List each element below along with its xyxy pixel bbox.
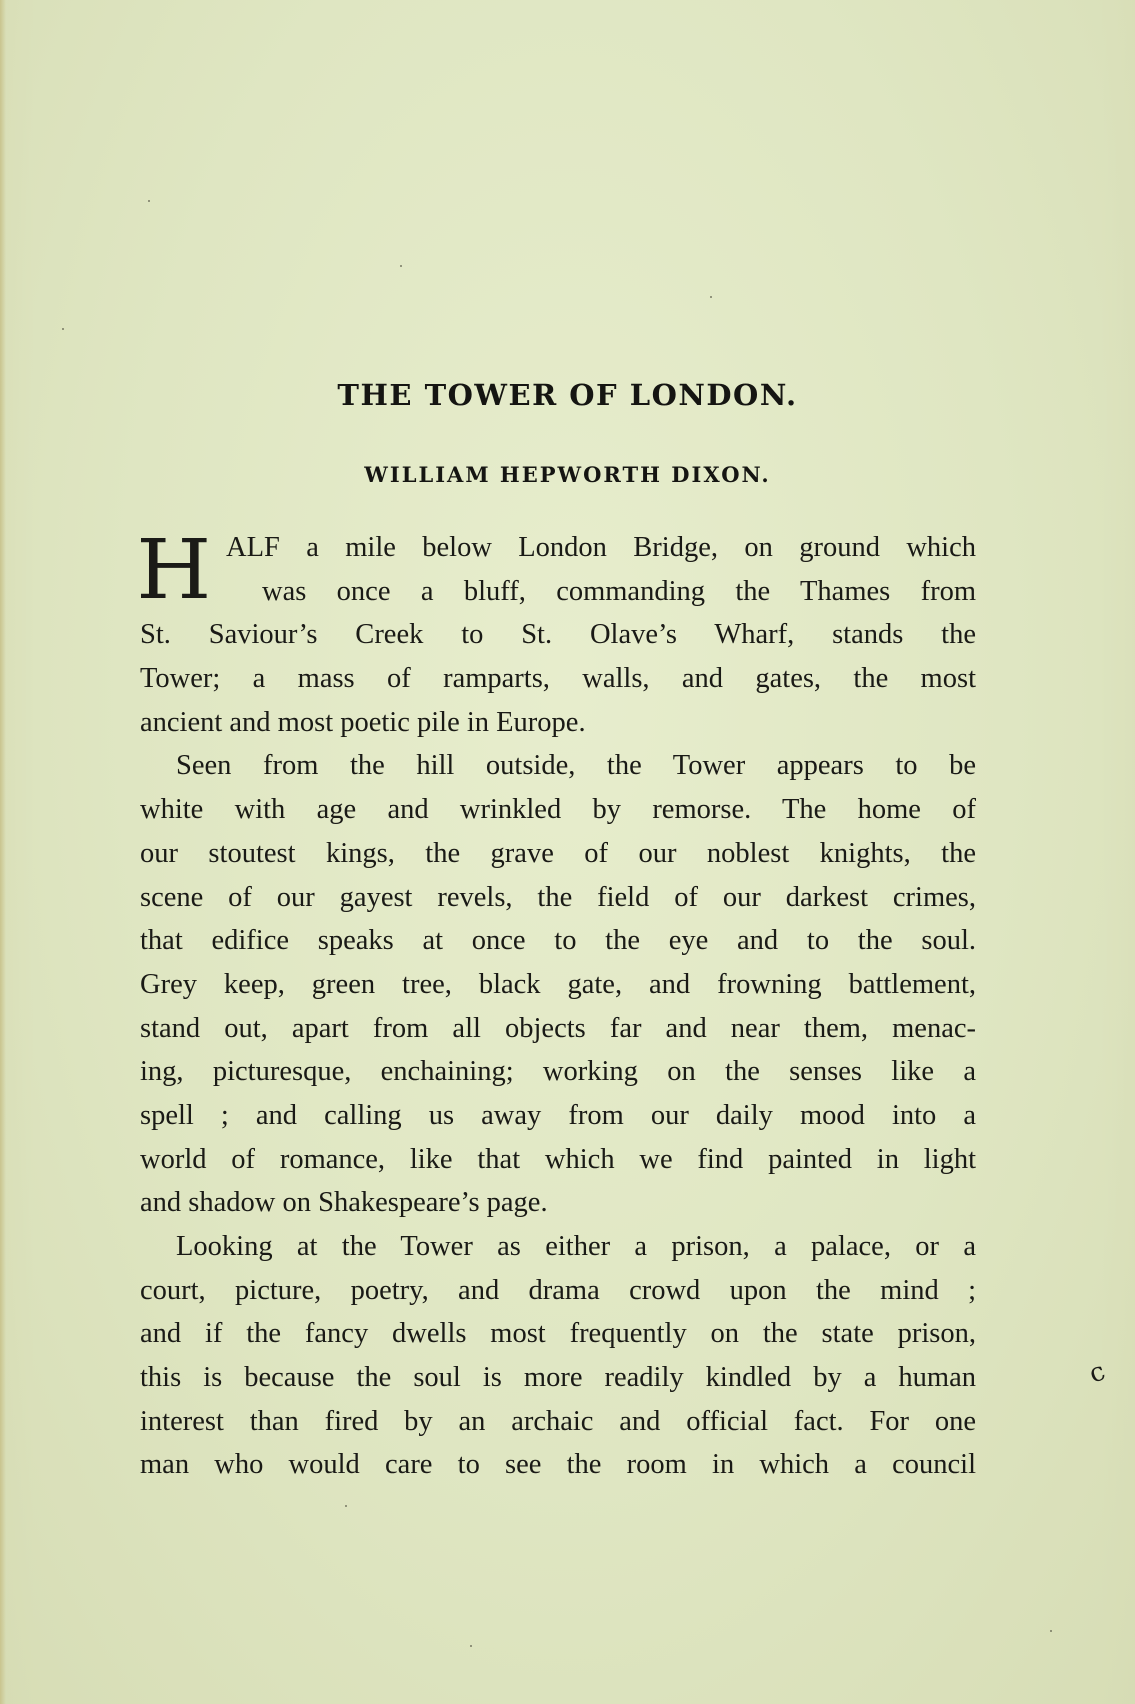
text-line: scene of our gayest revels, the field of our darkest crimes, bbox=[140, 881, 976, 913]
text-line: our stoutest kings, the grave of our noblest knights, the bbox=[140, 837, 976, 869]
text-line: court, picture, poetry, and drama crowd upon the mind ; bbox=[140, 1274, 976, 1306]
body-text bbox=[136, 523, 976, 1487]
text-line: world of romance, like that which we find painted in light bbox=[140, 1143, 976, 1175]
text-line: St. Saviour’s Creek to St. Olave’s Wharf, stands the bbox=[140, 619, 976, 651]
text-line: Tower; a mass of ramparts, walls, and gates, the most bbox=[140, 663, 976, 695]
paragraph-3 bbox=[140, 1225, 976, 1487]
paper-speck bbox=[345, 1505, 347, 1507]
page-gutter-edge bbox=[0, 0, 6, 1704]
paper-speck bbox=[400, 265, 402, 267]
text-line: ing, picturesque, enchaining; working on the senses like a bbox=[140, 1056, 976, 1088]
text-line: and if the fancy dwells most frequently on the state prison, bbox=[140, 1318, 976, 1350]
text-line: stand out, apart from all objects far and near them, menac- bbox=[140, 1012, 976, 1044]
text-line: interest than fired by an archaic and official fact. For one bbox=[140, 1405, 976, 1437]
author-name: WILLIAM HEPWORTH DIXON. bbox=[364, 462, 771, 487]
text-line: Grey keep, green tree, black gate, and frowning battlement, bbox=[140, 968, 976, 1000]
text-line: Looking at the Tower as either a prison, a palace, or a bbox=[176, 1231, 976, 1262]
text-line: ancient and most poetic pile in Europe. bbox=[140, 706, 586, 738]
text-line: man who would care to see the room in which a council bbox=[140, 1449, 976, 1481]
paper-speck bbox=[1050, 1630, 1052, 1632]
paper-speck bbox=[148, 200, 150, 202]
paragraph-1 bbox=[136, 523, 976, 744]
text-line: and shadow on Shakespeare’s page. bbox=[140, 1187, 548, 1219]
paragraph-2 bbox=[140, 744, 976, 1225]
text-line: was once a bluff, commanding the Thames from bbox=[262, 575, 976, 607]
text-line: that edifice speaks at once to the eye and to the soul. bbox=[140, 925, 976, 957]
paper-speck bbox=[470, 1645, 472, 1647]
text-line: this is because the soul is more readily kindled by a human bbox=[140, 1362, 976, 1394]
margin-ink-mark: c bbox=[1085, 1356, 1110, 1390]
drop-cap: H bbox=[136, 523, 212, 618]
text-line: ALF a mile below London Bridge, on ground which bbox=[226, 532, 976, 563]
paper-speck bbox=[62, 328, 64, 330]
chapter-title: THE TOWER OF LONDON. bbox=[337, 378, 798, 412]
text-line: white with age and wrinkled by remorse. The home of bbox=[140, 794, 976, 826]
text-line: Seen from the hill outside, the Tower appears to be bbox=[176, 750, 976, 782]
text-line: spell ; and calling us away from our daily mood into a bbox=[140, 1099, 976, 1131]
paper-speck bbox=[710, 296, 712, 298]
